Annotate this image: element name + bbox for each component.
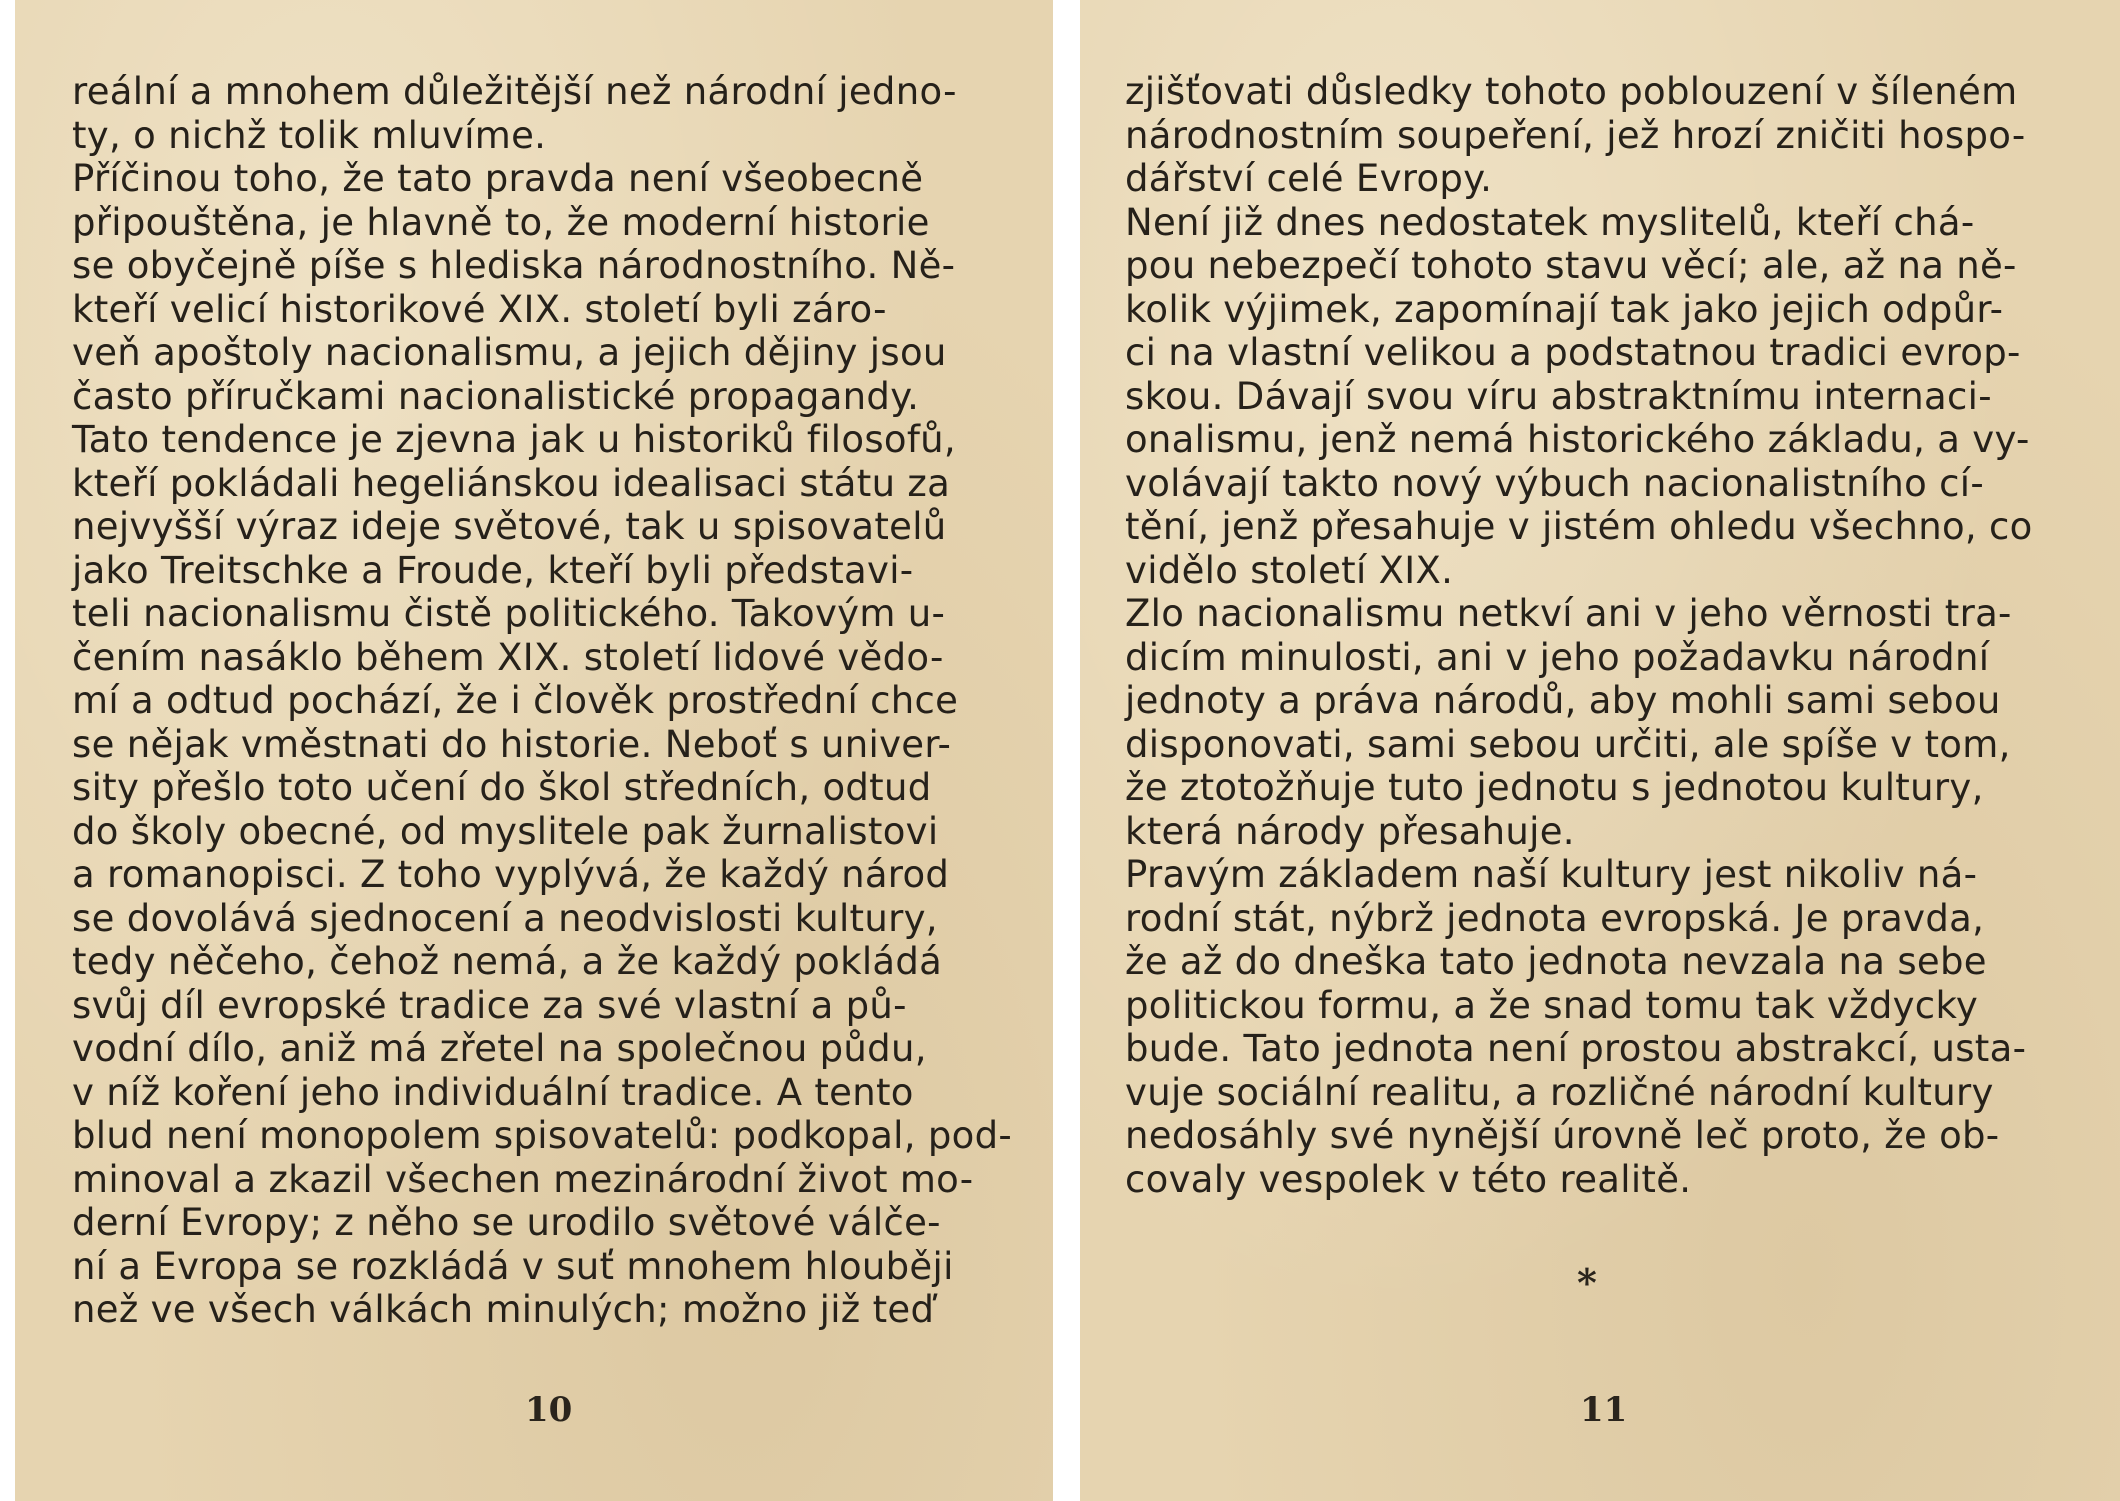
text-line: národnostním soupeření, jež hrozí zničiti hospo- [1125,113,2026,157]
text-line: v níž koření jeho individuální tradice. A tento [72,1070,914,1114]
text-line: Tato tendence je zjevna jak u historiků filosofů, [72,418,956,461]
text-line: covaly vespolek v této realitě. [1125,1157,1692,1201]
text-line: připouštěna, je hlavně to, že moderní historie [72,200,930,244]
text-line: ty, o nichž tolik mluvíme. [72,113,547,157]
text-line: mí a odtud pochází, že i člověk prostřední chce [72,679,959,722]
text-line: skou. Dávají svou víru abstraktnímu internaci- [1125,374,1992,418]
text-line: se dovolává sjednocení a neodvislosti kultury, [72,896,938,940]
left-page-text [72,70,1012,1332]
text-line: rodní stát, nýbrž jednota evropská. Je pravda, [1125,896,1985,940]
text-line: jako Treitschke a Froude, kteří byli představi- [72,548,914,592]
text-line: kteří velicí historikové XIX. století byli záro- [72,287,887,331]
text-line: že ztotožňuje tuto jednotu s jednotou kultury, [1125,766,1984,809]
text-line: vuje sociální realitu, a rozličné národní kultury [1125,1070,1994,1114]
text-line: nedosáhly své nynější úrovně leč proto, že ob- [1125,1114,2000,1157]
right-page [1080,0,2120,1501]
text-line: Pravým základem naší kultury jest nikoliv ná- [1125,853,1978,896]
text-line: ní a Evropa se rozkládá v suť mnohem hlouběji [72,1244,954,1288]
left-page [15,0,1053,1501]
text-line: ci na vlastní velikou a podstatnou tradici evrop- [1125,331,2021,374]
text-line: Není již dnes nedostatek myslitelů, kteří chá- [1125,200,1975,244]
text-line: pou nebezpečí tohoto stavu věcí; ale, až na ně- [1125,244,2017,287]
text-line: čením nasáklo během XIX. století lidové vědo- [72,635,944,679]
text-line: minoval a zkazil všechen mezinárodní život mo- [72,1157,974,1201]
text-line: veň apoštoly nacionalismu, a jejich dějiny jsou [72,331,947,374]
text-line: dářství celé Evropy. [1125,157,1493,200]
text-line: politickou formu, a že snad tomu tak vždycky [1125,983,1979,1027]
text-line: Příčinou toho, že tato pravda není všeobecně [72,157,924,200]
text-line: dicím minulosti, ani v jeho požadavku národní [1125,635,1990,679]
right-page-text [1125,70,2033,1201]
right-page-number: 11 [1580,1390,1628,1430]
text-line: se nějak vměstnati do historie. Neboť s univer- [72,722,952,766]
left-page-number: 10 [525,1390,573,1430]
text-line: do školy obecné, od myslitele pak žurnalistovi [72,809,939,853]
text-line: tedy něčeho, čehož nemá, a že každý pokládá [72,940,943,983]
text-line: blud není monopolem spisovatelů: podkopal, pod- [72,1114,1013,1157]
text-line: že až do dneška tato jednota nevzala na sebe [1125,940,1987,983]
text-line: bude. Tato jednota není prostou abstrakcí, usta- [1125,1027,2027,1070]
text-line: disponovati, sami sebou určiti, ale spíše v tom, [1125,722,2011,766]
text-line: kteří pokládali hegeliánskou idealisaci státu za [72,461,951,505]
text-line: tění, jenž přesahuje v jistém ohledu všechno, co [1125,505,2033,548]
text-line: Zlo nacionalismu netkví ani v jeho věrnosti tra- [1125,592,2012,635]
text-line: svůj díl evropské tradice za své vlastní a pů- [72,983,907,1027]
text-line: teli nacionalismu čistě politického. Takovým u- [72,592,946,635]
section-separator: * [1577,1260,1597,1305]
text-line: zjišťovati důsledky tohoto poblouzení v šíleném [1125,70,2018,113]
text-line: onalismu, jenž nemá historického základu, a vy- [1125,418,2030,461]
text-line: se obyčejně píše s hlediska národnostního. Ně- [72,244,956,287]
text-line: vidělo století XIX. [1125,548,1454,592]
text-line: vodní dílo, aniž má zřetel na společnou půdu, [72,1027,927,1070]
text-line: často příručkami nacionalistické propagandy. [72,374,920,418]
text-line: která národy přesahuje. [1125,809,1575,853]
text-line: jednoty a práva národů, aby mohli sami sebou [1125,679,2001,722]
text-line: než ve všech válkách minulých; možno již teď [72,1288,935,1331]
text-line: nejvyšší výraz ideje světové, tak u spisovatelů [72,505,947,548]
text-line: derní Evropy; z něho se urodilo světové válče- [72,1201,941,1244]
text-line: a romanopisci. Z toho vyplývá, že každý národ [72,853,950,896]
text-line: volávají takto nový výbuch nacionalistního cí- [1125,461,1985,505]
text-line: sity přešlo toto učení do škol středních, odtud [72,766,932,809]
text-line: kolik výjimek, zapomínají tak jako jejich odpůr- [1125,287,2004,331]
text-line: reální a mnohem důležitější než národní jedno- [72,70,957,113]
